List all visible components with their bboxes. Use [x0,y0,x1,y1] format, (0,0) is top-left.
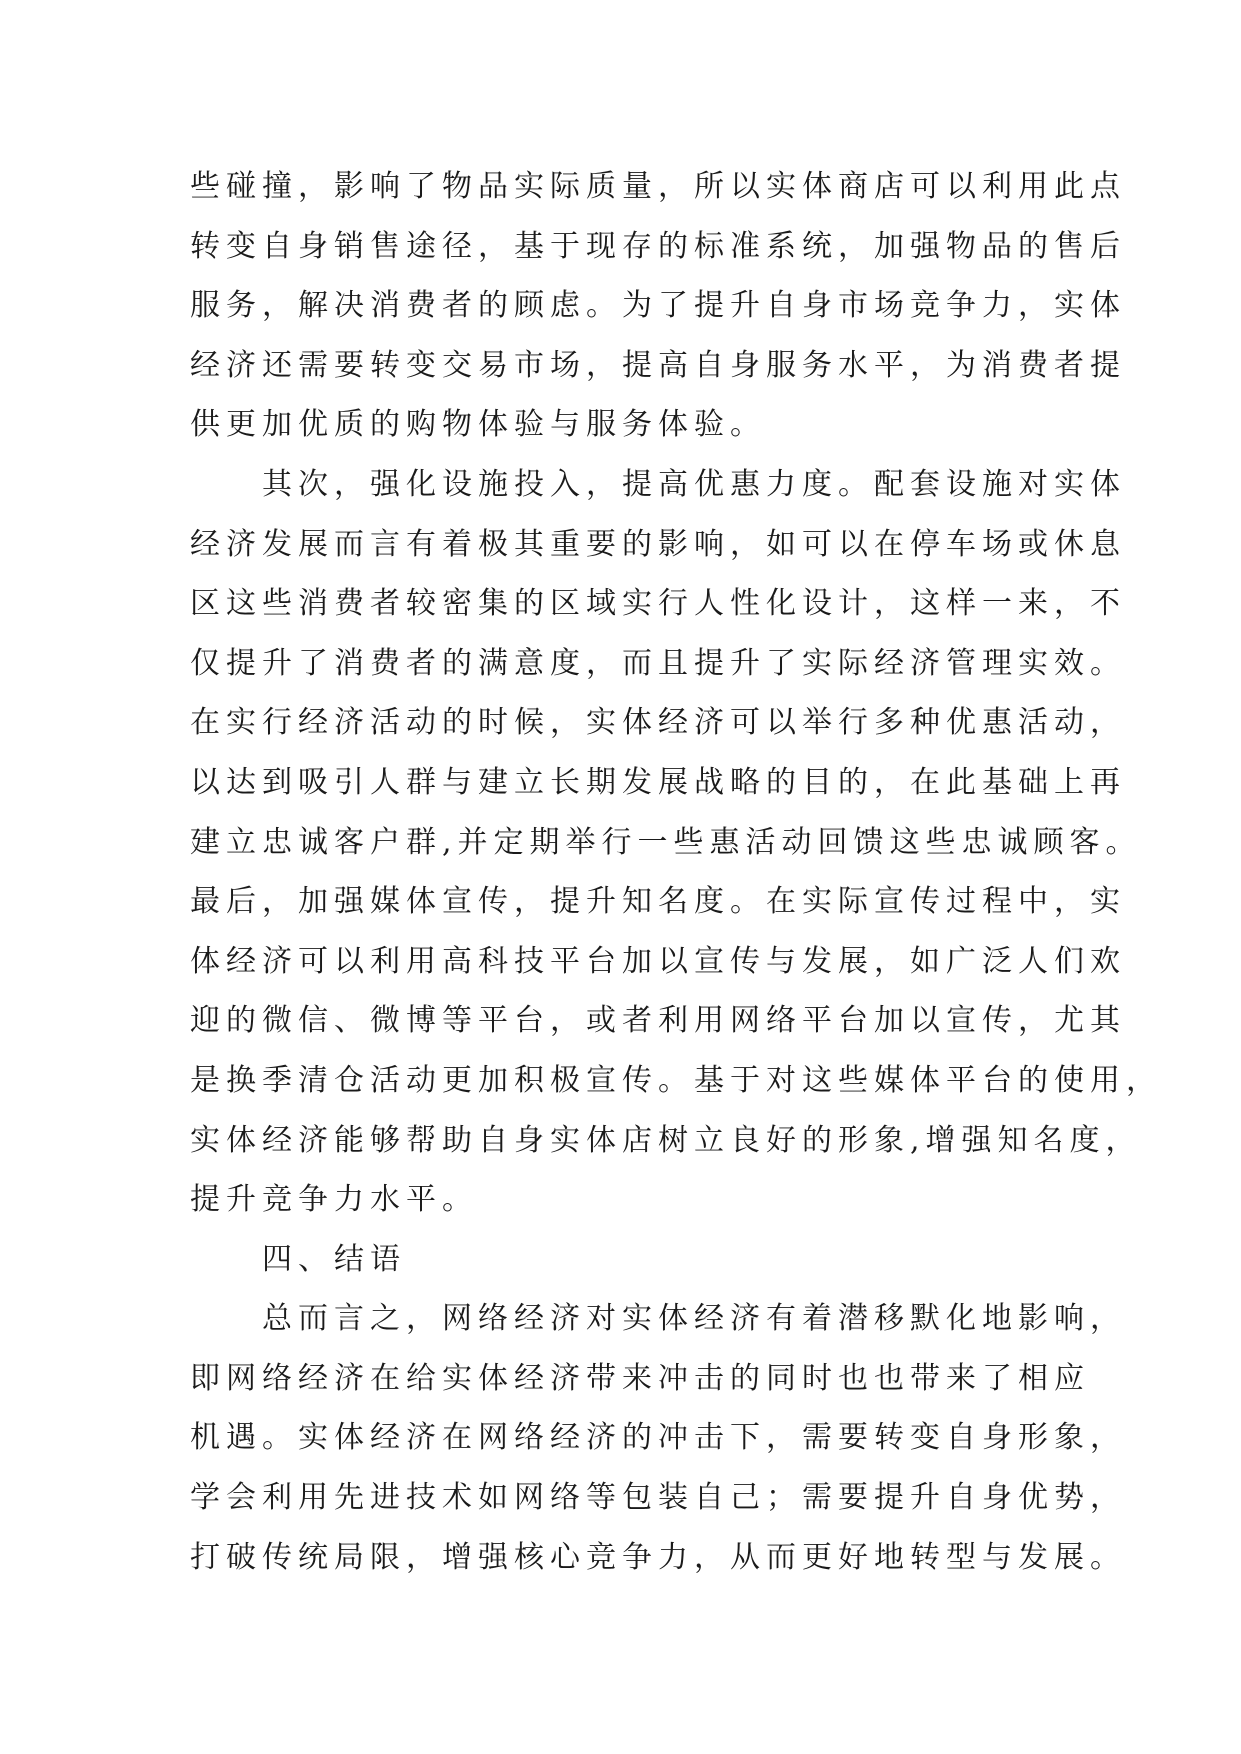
text-line: 服务，解决消费者的顾虑。为了提升自身市场竞争力，实体 [190,288,1126,324]
paragraph-start-line: 其次，强化设施投入，提高优惠力度。配套设施对实体 [262,466,1126,502]
section-heading: 四、结语 [262,1241,406,1277]
text-line: 迎的微信、微博等平台，或者利用网络平台加以宣传，尤其 [190,1003,1126,1039]
text-line: 仅提升了消费者的满意度，而且提升了实际经济管理实效。 [190,645,1126,681]
text-line: 经济发展而言有着极其重要的影响，如可以在停车场或休息 [190,526,1126,562]
text-line: 是换季清仓活动更加积极宣传。基于对这些媒体平台的使用， [190,1062,1162,1098]
text-line: 转变自身销售途径，基于现存的标准系统，加强物品的售后 [190,228,1126,264]
text-line: 即网络经济在给实体经济带来冲击的同时也也带来了相应 [190,1360,1090,1396]
paragraph-start-line: 总而言之，网络经济对实体经济有着潜移默化地影响， [262,1301,1126,1337]
text-line: 些碰撞，影响了物品实际质量，所以实体商店可以利用此点 [190,169,1126,204]
text-line: 机遇。实体经济在网络经济的冲击下，需要转变自身形象， [190,1420,1126,1456]
text-line: 供更加优质的购物体验与服务体验。 [190,407,766,443]
body-text [190,157,1162,1587]
text-line: 最后，加强媒体宣传，提升知名度。在实际宣传过程中，实 [190,884,1126,920]
text-line: 经济还需要转变交易市场，提高自身服务水平，为消费者提 [190,347,1126,383]
text-line: 实体经济能够帮助自身实体店树立良好的形象,增强知名度， [190,1122,1142,1158]
text-line: 提升竞争力水平。 [190,1182,478,1218]
text-line: 打破传统局限，增强核心竞争力，从而更好地转型与发展。 [190,1539,1126,1575]
text-line: 区这些消费者较密集的区域实行人性化设计，这样一来，不 [190,586,1126,622]
text-line: 在实行经济活动的时候，实体经济可以举行多种优惠活动， [190,705,1126,741]
text-line: 学会利用先进技术如网络等包装自己；需要提升自身优势， [190,1480,1126,1516]
text-line: 建立忠诚客户群,并定期举行一些惠活动回馈这些忠诚顾客。 [190,824,1142,860]
text-line: 以达到吸引人群与建立长期发展战略的目的，在此基础上再 [190,764,1126,800]
text-line: 体经济可以利用高科技平台加以宣传与发展，如广泛人们欢 [190,943,1126,979]
